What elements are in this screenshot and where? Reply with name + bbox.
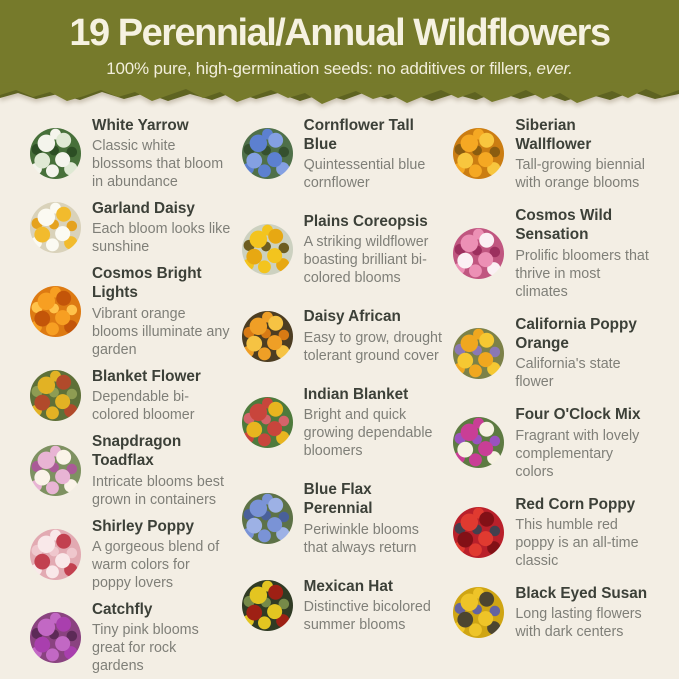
flower-description: California's state flower bbox=[515, 356, 621, 391]
flower-description: Vibrant orange blooms illuminate any garden bbox=[92, 305, 230, 358]
torn-paper-edge bbox=[0, 84, 679, 106]
flower-description: Bright and quick growing dependable bloomers bbox=[303, 407, 433, 460]
flower-name: Daisy African bbox=[303, 308, 401, 326]
flower-description: This humble red poppy is an all-time classic bbox=[515, 516, 639, 569]
cornflower-tall-blue-photo bbox=[242, 128, 293, 179]
four-oclock-mix-photo bbox=[453, 417, 504, 468]
flower-name: Shirley Poppy bbox=[92, 517, 195, 535]
plains-coreopsis-photo bbox=[242, 224, 293, 275]
page-title: 19 Perennial/Annual Wildflowers bbox=[69, 12, 610, 54]
entry-blanket-flower bbox=[30, 367, 232, 424]
flower-name: Siberian Wallflower bbox=[515, 116, 592, 153]
red-corn-poppy-photo bbox=[453, 507, 504, 558]
indian-blanket-photo bbox=[242, 397, 293, 448]
column-3 bbox=[453, 116, 655, 675]
flower-description: Intricate blooms best grown in containers bbox=[92, 473, 224, 508]
flower-description: Periwinkle blooms that always return bbox=[303, 521, 419, 556]
flower-name: Plains Coreopsis bbox=[303, 213, 428, 231]
flower-description: Tall-growing biennial with orange blooms bbox=[515, 157, 645, 192]
snapdragon-toadflax-photo bbox=[30, 445, 81, 496]
entry-siberian-wallflower bbox=[453, 116, 655, 193]
flower-description: Fragrant with lovely complementary colors bbox=[515, 427, 640, 480]
shirley-poppy-photo bbox=[30, 529, 81, 580]
flower-description: Classic white blossoms that bloom in abundance bbox=[92, 137, 224, 190]
entry-black-eyed-susan bbox=[453, 584, 655, 641]
entry-catchfly bbox=[30, 600, 232, 675]
flower-name: Black Eyed Susan bbox=[515, 584, 648, 602]
flower-description: Quintessential blue cornflower bbox=[303, 157, 426, 192]
flower-description: A striking wildflower boasting brilliant bi-colored blooms bbox=[303, 234, 429, 287]
flower-name: Blue Flax Perennial bbox=[303, 481, 373, 518]
entry-white-yarrow bbox=[30, 116, 232, 191]
entry-garland-daisy bbox=[30, 199, 232, 256]
flower-name: Catchfly bbox=[92, 600, 153, 618]
flower-description: Dependable bi-colored bloomer bbox=[92, 389, 195, 424]
entry-shirley-poppy bbox=[30, 517, 232, 592]
flower-description: Long lasting flowers with dark centers bbox=[515, 606, 642, 641]
flower-name: Snapdragon Toadflax bbox=[92, 433, 182, 470]
column-2 bbox=[242, 116, 444, 675]
subtitle-text: 100% pure, high-germination seeds: no additives or fillers, bbox=[106, 58, 537, 78]
blanket-flower-photo bbox=[30, 370, 81, 421]
flower-description: A gorgeous blend of warm colors for poppy lovers bbox=[92, 538, 220, 591]
white-yarrow-photo bbox=[30, 128, 81, 179]
entry-daisy-african bbox=[242, 307, 444, 364]
flower-name: Cosmos Wild Sensation bbox=[515, 207, 613, 244]
cosmos-bright-lights-photo bbox=[30, 286, 81, 337]
flower-description: Distinctive bicolored summer blooms bbox=[303, 598, 431, 633]
entry-cosmos-wild-sensation bbox=[453, 206, 655, 301]
header-subtitle bbox=[10, 59, 669, 79]
flower-name: Mexican Hat bbox=[303, 577, 393, 595]
flower-description: Easy to grow, drought tolerant ground cover bbox=[303, 329, 442, 364]
header-banner bbox=[0, 0, 679, 85]
garland-daisy-photo bbox=[30, 202, 81, 253]
flower-name: Cosmos Bright Lights bbox=[92, 265, 202, 302]
entry-red-corn-poppy bbox=[453, 495, 655, 570]
subtitle-emphasis: ever. bbox=[536, 58, 573, 78]
flower-description: Prolific bloomers that thrive in most climates bbox=[515, 247, 649, 300]
blue-flax-perennial-photo bbox=[242, 493, 293, 544]
column-1 bbox=[30, 116, 232, 675]
flower-name: California Poppy Orange bbox=[515, 315, 637, 353]
entry-cosmos-bright-lights bbox=[30, 264, 232, 359]
flower-grid bbox=[0, 106, 679, 675]
flower-description: Tiny pink blooms great for rock gardens bbox=[92, 622, 199, 675]
flower-name: Blanket Flower bbox=[92, 367, 201, 385]
flower-name: Four O'Clock Mix bbox=[515, 406, 641, 424]
entry-blue-flax-perennial bbox=[242, 480, 444, 557]
entry-snapdragon-toadflax bbox=[30, 432, 232, 509]
entry-plains-coreopsis bbox=[242, 212, 444, 287]
siberian-wallflower-photo bbox=[453, 128, 504, 179]
black-eyed-susan-photo bbox=[453, 587, 504, 638]
daisy-african-photo bbox=[242, 311, 293, 362]
flower-description: Each bloom looks like sunshine bbox=[92, 221, 231, 256]
catchfly-photo bbox=[30, 612, 81, 663]
cosmos-wild-sensation-photo bbox=[453, 228, 504, 279]
mexican-hat-photo bbox=[242, 580, 293, 631]
entry-indian-blanket bbox=[242, 385, 444, 460]
flower-name: Red Corn Poppy bbox=[515, 495, 636, 513]
flower-name: Garland Daisy bbox=[92, 199, 195, 217]
entry-cornflower-tall-blue bbox=[242, 116, 444, 193]
flower-name: White Yarrow bbox=[92, 116, 189, 134]
flower-name: Cornflower Tall Blue bbox=[303, 116, 414, 153]
entry-four-oclock-mix bbox=[453, 405, 655, 480]
flower-name: Indian Blanket bbox=[303, 385, 409, 403]
california-poppy-orange-photo bbox=[453, 328, 504, 379]
entry-california-poppy-orange bbox=[453, 315, 655, 392]
entry-mexican-hat bbox=[242, 577, 444, 634]
